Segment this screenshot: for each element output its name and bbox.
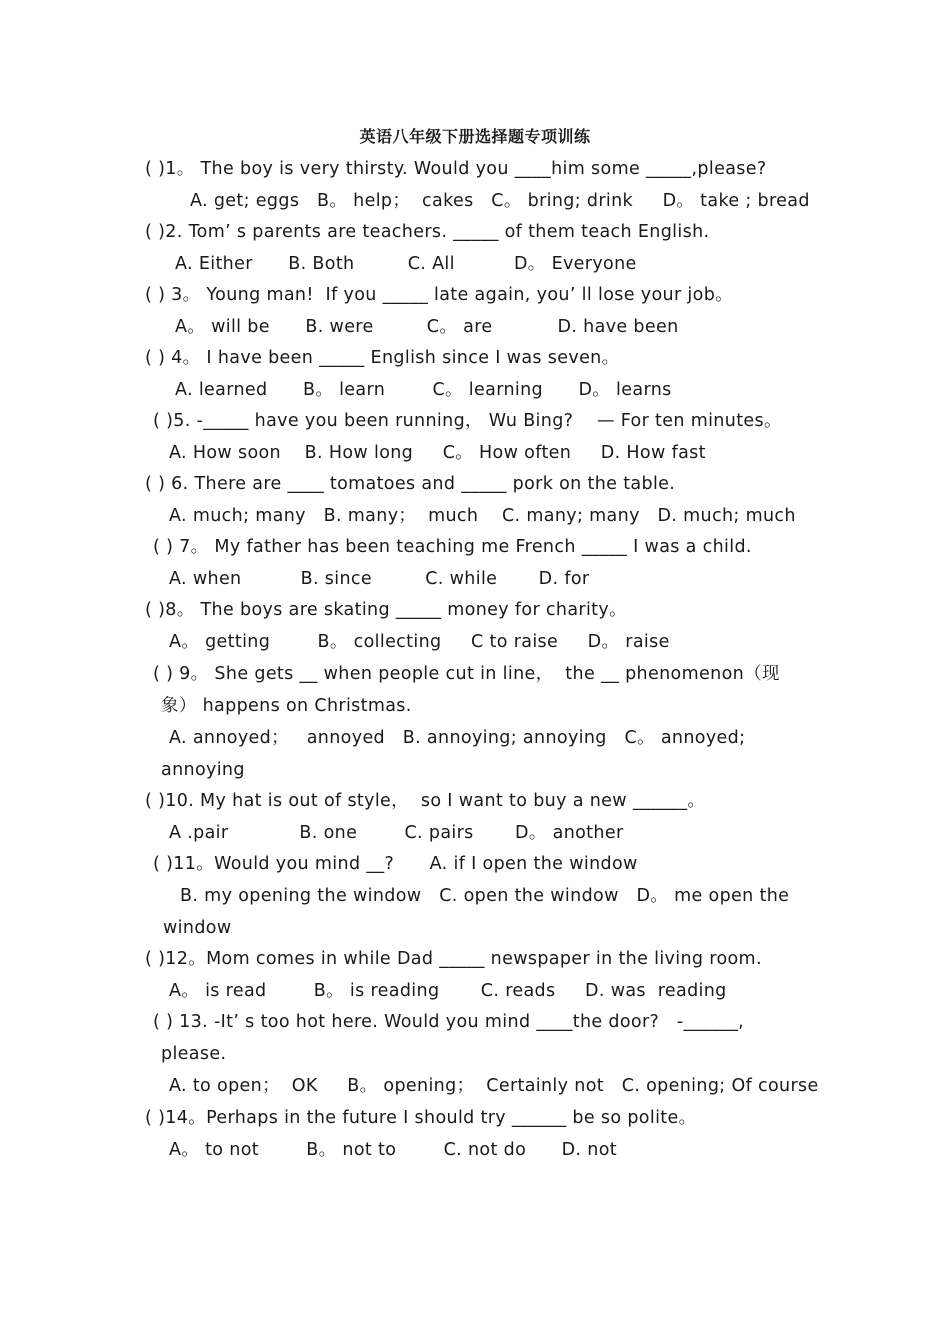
question-1-options: A. get; eggs B。 help； cakes C。 bring; drink D。 take ; bread [190, 191, 810, 211]
question-12-stem: ( )12。Mom comes in while Dad _____ newspaper in the living room. [145, 949, 762, 969]
question-8-stem: ( )8。 The boys are skating _____ money for charity。 [145, 600, 627, 620]
question-2-options: A. Either B. Both C. All D。 Everyone [175, 254, 637, 274]
question-6-stem: ( ) 6. There are ____ tomatoes and _____ pork on the table. [145, 474, 676, 494]
question-2-stem: ( )2. Tom’ s parents are teachers. _____ of them teach English. [145, 222, 710, 242]
question-5-stem: ( )5. -_____ have you been running， Wu Bing? — For ten minutes。 [153, 411, 782, 431]
question-7-stem: ( ) 7。 My father has been teaching me French _____ I was a child. [153, 537, 752, 557]
question-11-stem: ( )11。Would you mind __? A. if I open the window [153, 854, 638, 874]
question-3-options: A。 will be B. were C。 are D. have been [175, 317, 679, 337]
question-11-options: B. my opening the window C. open the window D。 me open the [180, 886, 790, 906]
question-9-options: A. annoyed； annoyed B. annoying; annoying C。 annoyed; [169, 728, 746, 748]
question-1-stem: ( )1。 The boy is very thirsty. Would you ____him some _____,please? [145, 159, 767, 179]
question-11-options-continued: window [163, 918, 232, 938]
question-14-stem: ( )14。Perhaps in the future I should try ______ be so polite。 [145, 1108, 697, 1128]
question-9-stem: ( ) 9。 She gets __ when people cut in line， the __ phenomenon（现 [153, 664, 780, 684]
question-12-options: A。 is read B。 is reading C. reads D. was reading [169, 981, 727, 1001]
question-14-options: A。 to not B。 not to C. not do D. not [169, 1140, 617, 1160]
question-13-stem: ( ) 13. -It’ s too hot here. Would you mind ____the door? -______, [153, 1012, 745, 1032]
question-9-stem-continued: 象） happens on Christmas. [161, 696, 412, 716]
question-3-stem: ( ) 3。 Young man! If you _____ late again, you’ ll lose your job。 [145, 285, 734, 305]
question-10-stem: ( )10. My hat is out of style， so I want to buy a new ______。 [145, 791, 706, 811]
question-13-stem-continued: please. [161, 1044, 227, 1064]
question-13-options: A. to open； OK B。 opening； Certainly not C. opening; Of course [169, 1076, 819, 1096]
question-4-stem: ( ) 4。 I have been _____ English since I was seven。 [145, 348, 620, 368]
question-7-options: A. when B. since C. while D. for [169, 569, 590, 589]
question-8-options: A。 getting B。 collecting C to raise D。 raise [169, 632, 670, 652]
question-9-options-continued: annoying [161, 760, 245, 780]
question-6-options: A. much; many B. many； much C. many; many D. much; much [169, 506, 796, 526]
question-4-options: A. learned B。 learn C。 learning D。 learns [175, 380, 672, 400]
document-title: 英语八年级下册选择题专项训练 [359, 127, 591, 146]
question-10-options: A .pair B. one C. pairs D。 another [169, 823, 624, 843]
question-5-options: A. How soon B. How long C。 How often D. How fast [169, 443, 706, 463]
